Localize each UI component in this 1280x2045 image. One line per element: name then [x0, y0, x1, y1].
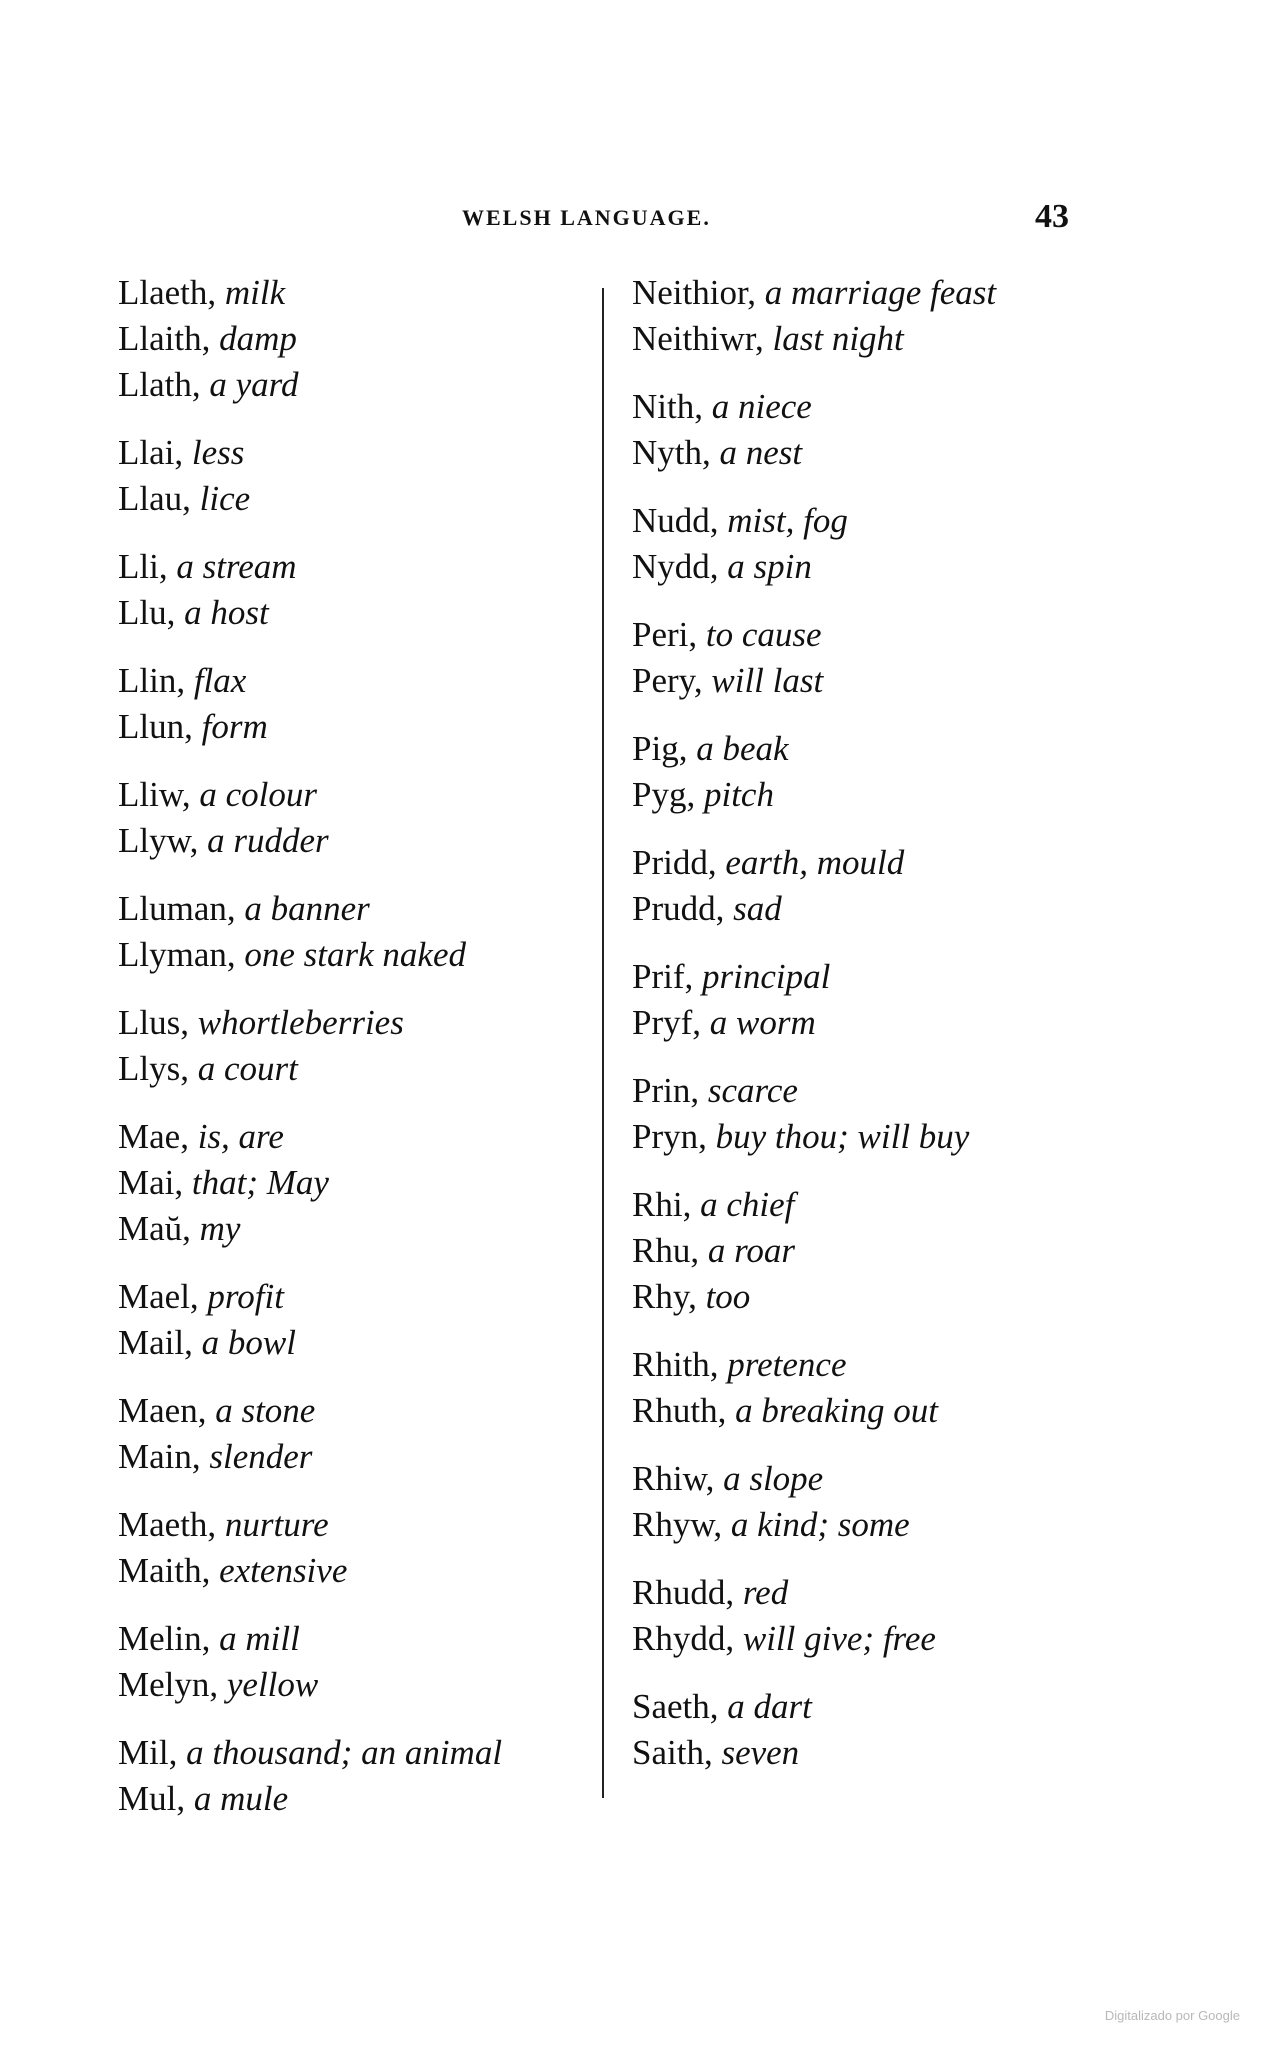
glossary-entry [632, 1114, 1132, 1160]
glossary-entry [632, 1570, 1132, 1616]
welsh-word: Rhiw, [632, 1459, 715, 1498]
glossary-entry [118, 1000, 618, 1046]
welsh-word: Neithiwr, [632, 319, 764, 358]
welsh-word: Rhyw, [632, 1505, 723, 1544]
welsh-word: Lluman, [118, 889, 236, 928]
glossary-entry [118, 658, 618, 704]
entry-group [118, 1616, 618, 1708]
glossary-entry [632, 612, 1132, 658]
entry-group [118, 1502, 618, 1594]
glossary-entry [632, 544, 1132, 590]
glossary-entry [632, 954, 1132, 1000]
digitization-credit: Digitalizado por Google [1104, 2008, 1240, 2023]
entry-group [118, 772, 618, 864]
glossary-entry [118, 818, 618, 864]
glossary-entry [118, 1320, 618, 1366]
english-meaning: a banner [244, 889, 370, 928]
welsh-word: Mai, [118, 1163, 184, 1202]
welsh-word: Main, [118, 1437, 201, 1476]
english-meaning: a mill [219, 1619, 300, 1658]
glossary-entry [118, 430, 618, 476]
entry-group [118, 1274, 618, 1366]
glossary-entry [118, 1616, 618, 1662]
english-meaning: a thousand; an animal [186, 1733, 503, 1772]
glossary-entry [118, 1206, 618, 1252]
welsh-word: Llun, [118, 707, 193, 746]
english-meaning: a stone [215, 1391, 316, 1430]
entry-group [632, 1342, 1132, 1434]
glossary-entry [118, 544, 618, 590]
glossary-entry [632, 658, 1132, 704]
welsh-word: Pery, [632, 661, 703, 700]
entry-group [632, 1570, 1132, 1662]
welsh-word: Nydd, [632, 547, 719, 586]
english-meaning: red [742, 1573, 789, 1612]
entry-group [118, 544, 618, 636]
welsh-word: Llai, [118, 433, 184, 472]
welsh-word: Rhudd, [632, 1573, 735, 1612]
welsh-word: Mil, [118, 1733, 178, 1772]
welsh-word: Melyn, [118, 1665, 219, 1704]
english-meaning: earth, mould [725, 843, 905, 882]
welsh-word: Rhi, [632, 1185, 692, 1224]
entry-group [632, 1068, 1132, 1160]
welsh-word: Llyw, [118, 821, 199, 860]
english-meaning: a chief [700, 1185, 795, 1224]
glossary-entry [118, 932, 618, 978]
welsh-word: Melin, [118, 1619, 211, 1658]
english-meaning: a niece [711, 387, 812, 426]
english-meaning: lice [199, 479, 251, 518]
welsh-word: Mail, [118, 1323, 193, 1362]
entry-group [118, 1730, 618, 1822]
glossary-entry [632, 1502, 1132, 1548]
right-column [632, 270, 1132, 1798]
glossary-entry [118, 1046, 618, 1092]
english-meaning: a nest [719, 433, 803, 472]
english-meaning: a worm [709, 1003, 816, 1042]
english-meaning: extensive [219, 1551, 348, 1590]
glossary-entry [632, 384, 1132, 430]
english-meaning: a stream [176, 547, 297, 586]
entry-group [118, 658, 618, 750]
glossary-entry [632, 1456, 1132, 1502]
glossary-entry [118, 270, 618, 316]
glossary-entry [118, 362, 618, 408]
welsh-word: Rhuth, [632, 1391, 727, 1430]
welsh-word: Pryf, [632, 1003, 702, 1042]
glossary-entry [632, 772, 1132, 818]
english-meaning: my [199, 1209, 241, 1248]
english-meaning: seven [721, 1733, 800, 1772]
welsh-word: Prin, [632, 1071, 700, 1110]
english-meaning: a roar [707, 1231, 796, 1270]
glossary-entry [632, 270, 1132, 316]
english-meaning: a marriage feast [764, 273, 997, 312]
english-meaning: is, are [197, 1117, 284, 1156]
welsh-word: Nyth, [632, 433, 711, 472]
english-meaning: whortleberries [197, 1003, 404, 1042]
glossary-entry [632, 1730, 1132, 1776]
entry-group [632, 612, 1132, 704]
english-meaning: will last [711, 661, 824, 700]
entry-group [118, 1114, 618, 1252]
english-meaning: mist, fog [727, 501, 848, 540]
glossary-entry [118, 1434, 618, 1480]
english-meaning: too [705, 1277, 751, 1316]
glossary-entry [118, 1730, 618, 1776]
glossary-entry [118, 590, 618, 636]
welsh-word: Rhith, [632, 1345, 719, 1384]
glossary-entry [632, 840, 1132, 886]
entry-group [632, 1182, 1132, 1320]
welsh-word: Rhydd, [632, 1619, 735, 1658]
running-header: WELSH LANGUAGE. [462, 205, 711, 230]
entry-group [118, 270, 618, 408]
entry-group [632, 726, 1132, 818]
welsh-word: Prudd, [632, 889, 725, 928]
glossary-entry [118, 772, 618, 818]
glossary-entry [118, 1776, 618, 1822]
welsh-word: Llath, [118, 365, 201, 404]
english-meaning: less [191, 433, 245, 472]
welsh-word: Maen, [118, 1391, 207, 1430]
entry-group [632, 1456, 1132, 1548]
english-meaning: to cause [705, 615, 822, 654]
welsh-word: Rhy, [632, 1277, 697, 1316]
english-meaning: a yard [209, 365, 299, 404]
entry-group [632, 840, 1132, 932]
welsh-word: Pyg, [632, 775, 696, 814]
welsh-word: Maith, [118, 1551, 211, 1590]
english-meaning: nurture [224, 1505, 329, 1544]
english-meaning: a dart [727, 1687, 812, 1726]
entry-group [118, 430, 618, 522]
welsh-word: Mul, [118, 1779, 186, 1818]
welsh-word: Pryn, [632, 1117, 707, 1156]
english-meaning: a mule [193, 1779, 289, 1818]
glossary-entry [632, 1068, 1132, 1114]
glossary-entry [632, 430, 1132, 476]
english-meaning: pitch [703, 775, 774, 814]
entry-group [632, 498, 1132, 590]
english-meaning: a slope [723, 1459, 824, 1498]
entry-group [632, 1684, 1132, 1776]
welsh-word: Mae, [118, 1117, 189, 1156]
glossary-entry [118, 886, 618, 932]
glossary-entry [632, 1684, 1132, 1730]
entry-group [632, 270, 1132, 362]
glossary-entry [118, 1548, 618, 1594]
english-meaning: damp [219, 319, 297, 358]
glossary-entry [118, 1662, 618, 1708]
welsh-word: Neithior, [632, 273, 756, 312]
welsh-word: Nudd, [632, 501, 719, 540]
glossary-entry [632, 1388, 1132, 1434]
english-meaning: milk [224, 273, 286, 312]
welsh-word: Lli, [118, 547, 168, 586]
english-meaning: profit [207, 1277, 284, 1316]
glossary-entry [632, 1182, 1132, 1228]
glossary-entry [118, 1114, 618, 1160]
glossary-entry [632, 886, 1132, 932]
glossary-entry [118, 1274, 618, 1320]
english-meaning: a court [197, 1049, 298, 1088]
glossary-entry [632, 1342, 1132, 1388]
english-meaning: a spin [727, 547, 812, 586]
welsh-word: Llin, [118, 661, 186, 700]
english-meaning: a rudder [207, 821, 329, 860]
entry-group [118, 1388, 618, 1480]
welsh-word: Llu, [118, 593, 176, 632]
english-meaning: principal [702, 957, 831, 996]
english-meaning: buy thou; will buy [715, 1117, 970, 1156]
entry-group [118, 1000, 618, 1092]
glossary-entry [118, 1160, 618, 1206]
welsh-word: Llaeth, [118, 273, 217, 312]
glossary-entry [632, 1274, 1132, 1320]
glossary-entry [118, 1502, 618, 1548]
column-divider [602, 288, 604, 1798]
glossary-entry [632, 498, 1132, 544]
welsh-word: Llys, [118, 1049, 189, 1088]
welsh-word: Maeth, [118, 1505, 217, 1544]
entry-group [118, 886, 618, 978]
english-meaning: slender [209, 1437, 313, 1476]
glossary-entry [118, 476, 618, 522]
welsh-word: Prif, [632, 957, 694, 996]
welsh-word: Peri, [632, 615, 698, 654]
welsh-word: Nith, [632, 387, 703, 426]
entry-group [632, 384, 1132, 476]
glossary-entry [118, 1388, 618, 1434]
welsh-word: Llaith, [118, 319, 211, 358]
welsh-word: Lliw, [118, 775, 191, 814]
glossary-entry [632, 1616, 1132, 1662]
english-meaning: scarce [707, 1071, 798, 1110]
english-meaning: a breaking out [735, 1391, 938, 1430]
english-meaning: will give; free [742, 1619, 936, 1658]
glossary-entry [632, 1228, 1132, 1274]
glossary-entry [632, 316, 1132, 362]
welsh-word: Pig, [632, 729, 688, 768]
english-meaning: a bowl [201, 1323, 296, 1362]
page-number: 43 [1035, 198, 1069, 235]
welsh-word: Saith, [632, 1733, 713, 1772]
glossary-entry [632, 1000, 1132, 1046]
welsh-word: Llyman, [118, 935, 236, 974]
english-meaning: last night [772, 319, 904, 358]
english-meaning: a colour [199, 775, 317, 814]
english-meaning: sad [733, 889, 782, 928]
welsh-word: Pridd, [632, 843, 717, 882]
welsh-word: Mael, [118, 1277, 199, 1316]
glossary-entry [632, 726, 1132, 772]
english-meaning: a kind; some [730, 1505, 910, 1544]
english-meaning: pretence [727, 1345, 847, 1384]
welsh-word: Llau, [118, 479, 191, 518]
english-meaning: a host [184, 593, 269, 632]
english-meaning: that; May [191, 1163, 329, 1202]
english-meaning: form [201, 707, 268, 746]
welsh-word: Rhu, [632, 1231, 700, 1270]
english-meaning: flax [193, 661, 247, 700]
english-meaning: yellow [226, 1665, 319, 1704]
glossary-entry [118, 316, 618, 362]
entry-group [632, 954, 1132, 1046]
welsh-word: Llus, [118, 1003, 189, 1042]
english-meaning: one stark naked [244, 935, 466, 974]
welsh-word: Saeth, [632, 1687, 719, 1726]
english-meaning: a beak [696, 729, 789, 768]
welsh-word: Maŭ, [118, 1209, 191, 1248]
left-column [118, 270, 618, 1844]
glossary-entry [118, 704, 618, 750]
